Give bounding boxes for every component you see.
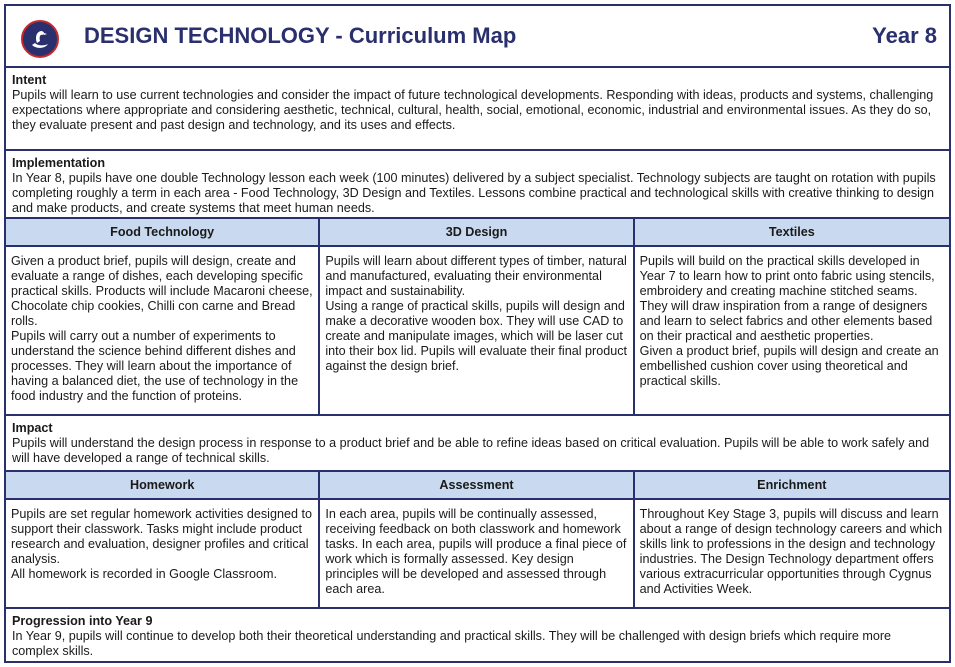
curriculum-map	[4, 4, 951, 663]
subject-column-3d-design	[320, 219, 634, 414]
extras-column-assessment	[320, 472, 634, 607]
intent-heading: Intent	[12, 73, 47, 87]
extras-grid	[6, 472, 949, 609]
implementation-heading: Implementation	[12, 156, 106, 170]
subject-areas-grid	[6, 219, 949, 416]
subject-column-textiles	[635, 219, 949, 414]
column-text: Pupils will build on the practical skills developed in Year 7 to learn how to print onto fabric using stencils, embroidery and creating machine stitched seams. They will draw inspiration from a range of designers and learn to select fabrics and other elements based on their practical and aesthetic properties. Given a product brief, pupils will design and create an embellished cushion cover using theoretical and practical skills.	[639, 254, 939, 388]
column-text: Pupils are set regular homework activities designed to support their classwork. Tasks might include product research and evaluation, designer profiles and critical analysis. All homework is recorded in Google Classroom.	[11, 507, 313, 581]
impact-section	[6, 416, 949, 472]
progression-section	[6, 609, 949, 661]
page-header	[6, 6, 949, 68]
column-heading: Food Technology	[6, 219, 318, 247]
column-text: Pupils will learn about different types of timber, natural and manufactured, evaluating their environmental impact and sustainability. Using a range of practical skills, pupils will design and make a decorative wooden box. They will use CAD to create and manipulate images, which will be laser cut into their box lid. Pupils will evaluate their final product against the design brief.	[325, 254, 628, 373]
extras-column-homework	[6, 472, 320, 607]
column-text: In each area, pupils will be continually assessed, receiving feedback on both classwork and homework tasks. In each area, pupils will produce a final piece of work which is formally assessed. Key design principles will be developed and assessed through each area.	[325, 507, 627, 596]
page-title: DESIGN TECHNOLOGY - Curriculum Map	[84, 23, 517, 48]
year-label: Year 8	[872, 23, 937, 48]
swan-logo-icon	[21, 20, 59, 58]
implementation-text: In Year 8, pupils have one double Technology lesson each week (100 minutes) delivered by a subject specialist. Technology subjects are taught on rotation with pupils completing roughly a term in each area - Food Technology, 3D Design and Textiles. Lessons combine practical and technological skills with creative thinking to design and make products, and create systems that meet human needs.	[12, 171, 936, 215]
impact-heading: Impact	[12, 421, 53, 435]
column-text: Given a product brief, pupils will design, create and evaluate a range of dishes, each developing specific practical skills. Products will include Macaroni cheese, Chocolate chip cookies, Chilli con carne and Bread rolls. Pupils will carry out a number of experiments to understand the science behind different dishes and processes. They will learn about the importance of having a balanced diet, the use of technology in the food industry and the function of proteins.	[11, 254, 313, 403]
intent-section	[6, 68, 949, 151]
progression-heading: Progression into Year 9	[12, 614, 153, 628]
column-text: Throughout Key Stage 3, pupils will discuss and learn about a range of design technology careers and which skills link to professions in the design and technology industries. The Design Technology department offers various extracurricular opportunities through Cygnus and Activities Week.	[639, 507, 943, 596]
column-heading: 3D Design	[320, 219, 632, 247]
extras-column-enrichment	[635, 472, 949, 607]
progression-text: In Year 9, pupils will continue to develop both their theoretical understanding and practical skills. They will be challenged with design briefs which require more complex skills.	[12, 629, 892, 658]
implementation-section	[6, 151, 949, 219]
impact-text: Pupils will understand the design process in response to a product brief and be able to refine ideas based on critical evaluation. Pupils will be able to work safely and will have developed a range of technical skills.	[12, 436, 930, 465]
column-heading: Assessment	[320, 472, 632, 500]
intent-text: Pupils will learn to use current technologies and consider the impact of future technological developments. Responding with ideas, products and systems, challenging expectations where appropriate and considering aesthetic, technical, cultural, health, social, emotional, economic, industrial and environmental issues. As they do so, they evaluate present and past design and technology, and its uses and effects.	[12, 88, 934, 132]
column-heading: Textiles	[635, 219, 949, 247]
subject-column-food-technology	[6, 219, 320, 414]
column-heading: Homework	[6, 472, 318, 500]
column-heading: Enrichment	[635, 472, 949, 500]
